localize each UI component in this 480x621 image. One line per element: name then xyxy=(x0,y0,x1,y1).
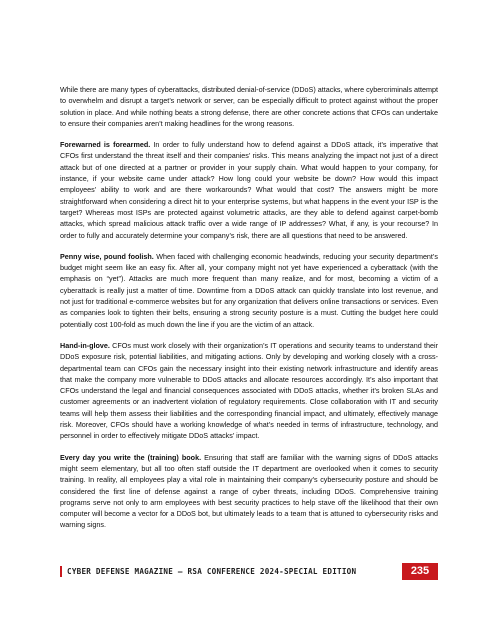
paragraph-training-book xyxy=(60,452,438,531)
paragraph-penny-wise xyxy=(60,251,438,330)
intro-paragraph xyxy=(60,84,438,129)
paragraph-lead: Every day you write the (training) book. xyxy=(60,452,202,462)
page-number-badge: 235 xyxy=(402,563,438,580)
page-footer xyxy=(60,563,438,580)
footer-accent-bar xyxy=(60,566,62,577)
paragraph-forewarned xyxy=(60,139,438,241)
paragraph-text: While there are many types of cyberattacks, distributed denial-of-service (DDoS) attacks, where cybercriminals attempt to overwhelm and disrupt a target’s network or server, can be especially difficult to protect against without the proper solution in place. And while nothing beats a strong defense, there are other concrete actions that CFOs can undertake to ensure their companies aren’t making headlines for the wrong reasons. xyxy=(60,85,438,128)
paragraph-lead: Penny wise, pound foolish. xyxy=(60,251,154,261)
paragraph-text: Ensuring that staff are familiar with the warning signs of DDoS attacks might seem elementary, but all too often staff outside the IT department are overlooked when it comes to security training. In reality, all employees play a vital role in maintaining their company’s cybersecurity posture and should be considered the first line of defense against a range of cyber threats, including DDoS. Comprehensive training programs serve not only to arm employees with best security practices to help stave off the likelihood that their own computer will become a vector for a DDoS bot, but ultimately leads to a team that is attuned to cybersecurity risks and warning signs. xyxy=(60,452,439,530)
paragraph-lead: Hand-in-glove. xyxy=(60,340,110,350)
article-body xyxy=(60,84,438,541)
paragraph-text: When faced with challenging economic headwinds, reducing your security department’s budget might seem like an easy fix. After all, your company might not yet have experienced a cyberattack (with the emphasis on “yet”). Attacks are much more frequent than many realize, and for most, becoming a victim of a cyberattack is really just a matter of time. Downtime from a DDoS attack can quickly translate into lost revenue, and not just for traditional e-commerce websites but for any organization that delivers online transactions or services. Even as companies look to tighten their belts, ensuring a strong security posture is a must. Cutting the budget here could potentially cost 100-fold as much down the line if you are the victim of an attack. xyxy=(60,251,438,329)
paragraph-hand-in-glove xyxy=(60,340,438,442)
paragraph-text: In order to fully understand how to defend against a DDoS attack, it’s imperative that CFOs first understand the threat itself and their companies’ risks. This means analyzing the impact not just of a direct attack but of one directed at a partner or provider in your supply chain. What would happen to your company, for instance, if your website came under attack? How long could your website be down? How would this impact employees’ ability to work and are there workarounds? What would that cost? The answers might be more straightforward when considering a direct hit to your enterprise systems, but what happens in the event your ISP is the target? Whereas most ISPs are protected against volumetric attacks, are they able to defend against carpet-bomb attacks, which spread malicious attack traffic over a wide range of IP addresses? What, if any, is your recourse? In order to fully and accurately determine your company’s risk, there are all questions that need to be answered. xyxy=(60,140,438,240)
paragraph-text: CFOs must work closely with their organization’s IT operations and security teams to understand their DDoS exposure risk, potential liabilities, and mitigating actions. Only by developing and working closely with a cross-departmental team can CFOs gain the necessary insight into their existing network infrastructure and identify areas that make the company more vulnerable to DDoS attacks and allocate resources accordingly. It’s also important that CFOs understand the legal and financial consequences associated with DDoS attacks, whether it’s broken SLAs and customer agreements or an inadvertent violation of regulatory requirements. Close collaboration with IT and security teams will help them assess their liabilities and the corresponding financial impact, and ultimately, effectively manage risk. Moreover, CFOs should have a working knowledge of what’s needed in terms of infrastructure, technology, and personnel in order to effectively mitigate DDoS attacks’ impact. xyxy=(60,340,438,441)
footer-title: CYBER DEFENSE MAGAZINE – RSA CONFERENCE 2024-SPECIAL EDITION xyxy=(67,567,357,576)
paragraph-lead: Forewarned is forearmed. xyxy=(60,140,151,150)
